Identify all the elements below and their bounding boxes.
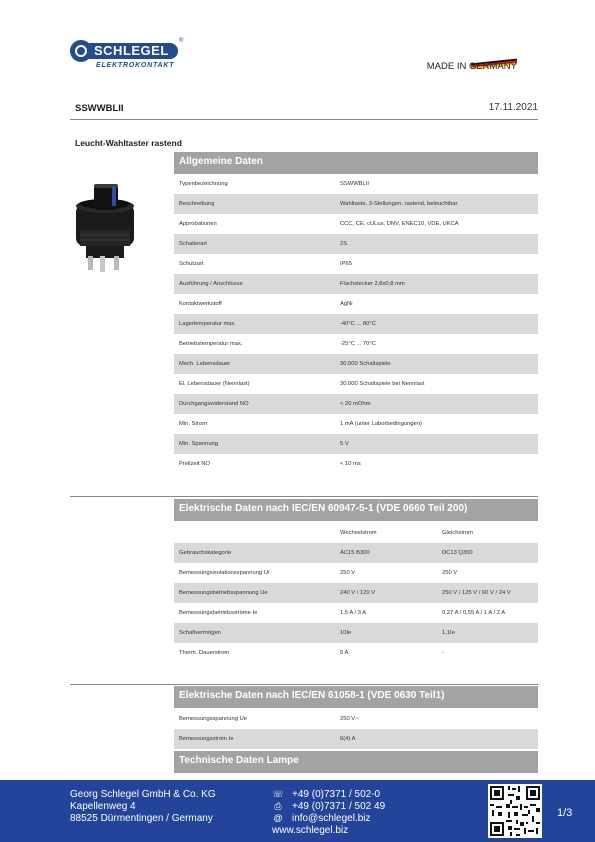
table-row: Typenbezeichnung SSWWBLII — [179, 181, 369, 187]
document-date: 17.11.2021 — [488, 102, 538, 113]
section-general-title: Allgemeine Daten — [179, 156, 263, 167]
table-row: Bemessungsspannung Ue 250 V~ — [179, 716, 359, 722]
fax-icon: ⎙ — [274, 801, 282, 811]
city: 88525 Dürmentingen / Germany — [70, 813, 213, 824]
table-row: Durchgangswiderstand NO < 20 mOhm — [174, 394, 538, 414]
logo-subtitle: ELEKTROKONTAKT — [96, 62, 175, 69]
table-row: Min. Spannung 5 V — [174, 434, 538, 454]
qr-code-icon — [488, 784, 542, 838]
email-icon: @ — [273, 813, 283, 823]
table-row: Betriebstemperatur max. -25°C ... 70°C — [179, 341, 376, 347]
table-row: Beschreibung Wahltaste, 3-Stellungen, rastend, beleuchtbar — [174, 194, 538, 214]
column-header-dc: Gleichstrom — [442, 530, 473, 536]
table-row: Bemessungsisolationsspannung Ui 250 V 250 V — [179, 570, 458, 576]
schlegel-logo — [70, 38, 184, 72]
registered-mark: ® — [179, 38, 184, 44]
table-row: Bemessungsstrom Ie 6(4) A — [174, 729, 538, 749]
table-row: Mech. Lebensdauer 30.000 Schaltspiele — [174, 354, 538, 374]
fax-number: +49 (0)7371 / 502 49 — [292, 801, 386, 812]
section-electrical-60947-title: Elektrische Daten nach IEC/EN 60947-5-1 (VDE 0660 Teil 200) — [179, 503, 468, 514]
website-link[interactable]: www.schlegel.biz — [272, 825, 349, 836]
table-row: Bemessungsbetriebsströme Ie 1,5 A / 3 A 0,27 A / 0,55 A / 1 A / 2 A — [179, 610, 506, 616]
table-row: El. Lebensdauer (Nennlast) 30.000 Schaltspiele bei Nennlast — [179, 381, 425, 387]
section-general-header — [174, 152, 538, 174]
table-row: Schaltvermögen 10Ie 1,1Ie — [174, 623, 538, 643]
table-row: Kontaktwerkstoff AgNi — [179, 301, 353, 307]
street: Kapellenweg 4 — [70, 801, 136, 812]
phone-icon: ☏ — [272, 789, 284, 799]
table-row: Schutzart IP65 — [179, 261, 352, 267]
section-electrical-61058-header — [174, 686, 538, 708]
section-divider — [70, 684, 538, 685]
section-electrical-61058-title: Elektrische Daten nach IEC/EN 61058-1 (VDE 0630 Teil1) — [179, 690, 445, 701]
section-electrical-60947-header — [174, 499, 538, 521]
product-code: SSWWBLII — [75, 103, 124, 114]
footer-address — [70, 789, 216, 825]
table-row: Approbationen CCC, CE, cULus, DNV, ENEC10, VDE, UKCA — [179, 221, 459, 227]
logo-circle-icon — [70, 40, 92, 62]
table-row: Gebrauchskategorie AC15 B300 DC13 Q300 — [174, 543, 538, 563]
section-lamp-header — [174, 751, 538, 773]
section-divider — [70, 496, 538, 497]
company-name: Georg Schlegel GmbH & Co. KG — [70, 789, 216, 800]
table-row: Bemessungsbetriebsspannung Ue 240 V / 120 V 250 V / 125 V / 60 V / 24 V — [174, 583, 538, 603]
product-subtitle: Leucht-Wahltaster rastend — [75, 138, 182, 148]
header-divider — [70, 119, 538, 120]
logo-wordmark: SCHLEGEL — [94, 43, 169, 58]
table-row: Ausführung / Anschlüsse Flachstecker 2,8x0,8 mm — [174, 274, 538, 294]
table-row: Therm. Dauerstrom 5 A - — [179, 650, 444, 656]
footer — [0, 780, 595, 842]
table-row: Schalterart 2S — [174, 234, 538, 254]
table-row: Lagertemperatur max. -40°C ... 80°C — [174, 314, 538, 334]
table-row: Prellzeit NO < 10 ms — [179, 461, 361, 467]
table-header-row — [174, 523, 538, 543]
table-row: Min. Strom 1 mA (unter Laborbedingungen) — [179, 421, 422, 427]
column-header-ac: Wechselstrom — [340, 530, 377, 536]
phone-number: +49 (0)7371 / 502-0 — [292, 789, 381, 800]
product-image — [72, 180, 138, 275]
footer-contact — [292, 789, 385, 825]
section-lamp-title: Technische Daten Lampe — [179, 755, 299, 766]
made-in-germany: MADE IN GERMANY — [426, 61, 517, 72]
page-number: 1/3 — [557, 807, 573, 819]
email-link[interactable]: info@schlegel.biz — [292, 813, 371, 824]
